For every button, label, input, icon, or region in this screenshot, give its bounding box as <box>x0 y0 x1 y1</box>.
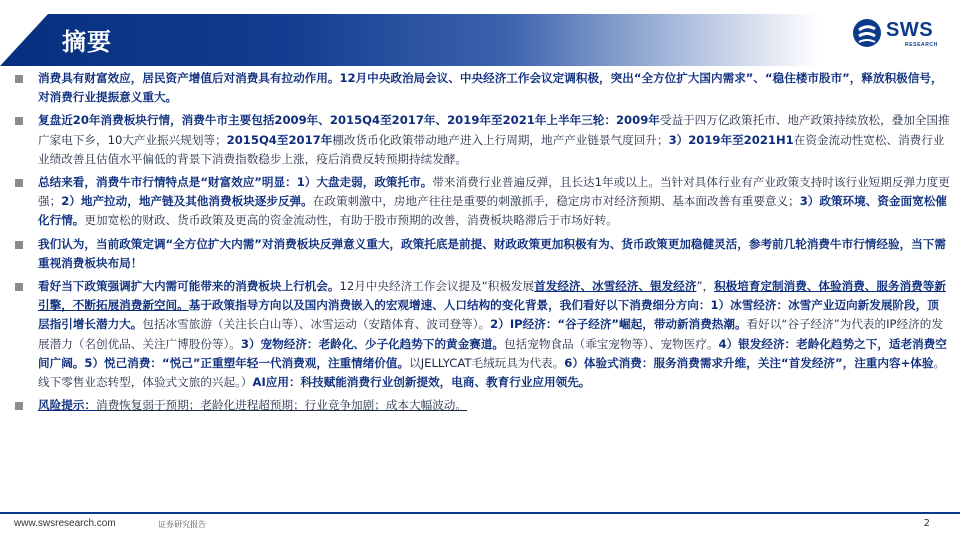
square-bullet-icon <box>15 283 23 291</box>
emphasis-text: 3）政策环境、资金面宽松催化行情。 <box>38 194 947 228</box>
footer-divider <box>0 512 960 514</box>
square-bullet-icon <box>15 179 23 187</box>
square-bullet-icon <box>15 241 23 249</box>
body-text: 在资金流动性宽松、消费行业业绩改善且估值水平偏低的背景下消费指数稳步上涨，疫后消费反转预期持续发酵。 <box>38 132 945 166</box>
body-text: 在政策刺激中，房地产往往是重要的刺激抓手，稳定房市对经济预期、基本面改善有重要意义； <box>312 194 800 209</box>
bullet-paragraph <box>14 69 950 107</box>
body-text: 。线下零售业态转型，体验式文旅的兴起。） <box>38 355 946 390</box>
emphasis-text: 基于政策指导方向以及国内消费嵌入的宏观增速、人口结构的变化背景，我们看好以下消费细分方向：1）冰雪经济：冰雪产业迈向新发展阶段，顶层指引增长潜力大。 <box>38 298 939 332</box>
bullet-list <box>14 69 950 392</box>
page-number: 2 <box>923 518 930 529</box>
risk-paragraph <box>14 396 950 415</box>
bullet-paragraph <box>14 111 950 169</box>
risk-label: 风险提示： <box>38 398 96 413</box>
bullet-paragraph <box>14 173 950 231</box>
emphasis-text: 6）体验式消费：服务消费需求升维，关注“首发经济”，注重内容+体验 <box>564 355 934 370</box>
sws-research-logo <box>852 18 944 52</box>
bullet-paragraph <box>14 277 950 392</box>
title-band-notch <box>0 14 48 66</box>
risk-text: 消费恢复弱于预期；老龄化进程超预期；行业竞争加剧；成本大幅波动。 <box>95 398 467 413</box>
emphasis-text: 2）IP经济：“谷子经济”崛起，带动新消费热潮。 <box>490 317 747 332</box>
body-text: 受益于四万亿政策托市、地产政策持续放松，叠加全国推广家电下乡，10大产业振兴规划等； <box>38 113 950 147</box>
page-title: 摘要 <box>62 27 112 56</box>
footer-tag: 证券研究报告 <box>158 520 206 529</box>
bullet-paragraph <box>14 235 950 273</box>
square-bullet-icon <box>15 402 23 410</box>
square-bullet-icon <box>15 75 23 83</box>
body-text: 带来消费行业普遍反弹，且长达1年或以上。当针对具体行业有产业政策支持时该行业短期反弹力度更强； <box>38 175 950 209</box>
emphasis-text: AI应用：科技赋能消费行业创新提效，电商、教育行业应用领先。 <box>252 375 591 390</box>
body-text: 12月中央经济工作会议提及“积极发展 <box>339 279 535 294</box>
emphasis-text: 总结来看，消费牛市行情特点是“财富效应”明显：1）大盘走弱，政策托市。 <box>38 175 433 190</box>
emphasis-text: 看好当下政策强调扩大内需可能带来的消费板块上行机会。 <box>38 279 340 294</box>
logo-text: SWS <box>886 19 934 41</box>
emphasis-text: 消费具有财富效应，居民资产增值后对消费具有拉动作用。12月中央政治局会议、中央经济工作会议定调积极，突出“全方位扩大国内需求”、“稳住楼市股市”，释放积极信号，对消费行业提振意义重大。 <box>38 71 943 105</box>
summary-body <box>14 69 950 419</box>
body-text: 包括宠物食品（乖宝宠物等）、宠物医疗。 <box>504 336 719 351</box>
emphasis-text: 2）地产拉动，地产链及其他消费板块逐步反弹。 <box>61 194 313 209</box>
body-text: 棚改货币化政策带动地产进入上行周期，地产产业链景气度回升； <box>332 132 669 147</box>
body-text: 以JELLYCAT毛绒玩具为代表。 <box>409 355 565 370</box>
sws-logo-icon <box>852 18 882 48</box>
square-bullet-icon <box>15 117 23 125</box>
emphasis-text: 复盘近20年消费板块行情，消费牛市主要包括2009年、2015Q4至2017年、2019年至2021年上半年三轮：2009年 <box>38 113 660 128</box>
body-text: 更加宽松的财政、货币政策及更高的资金流动性，有助于股市预期的改善，消费板块略滞后于市场好转。 <box>84 213 618 228</box>
body-text: 包括冰雪旅游（关注长白山等）、冰雪运动（安踏体育、波司登等）。 <box>142 317 491 332</box>
emphasis-text: 3）2019年至2021H1 <box>668 132 794 147</box>
emphasis-text: 积极培育定制消费、体验消费、服务消费等新引擎，不断拓展消费新空间。 <box>38 279 946 313</box>
body-text: ”， <box>696 279 715 294</box>
emphasis-text: 首发经济、冰雪经济、银发经济 <box>534 279 697 294</box>
emphasis-text: 4）银发经济：老龄化趋势之下，适老消费空间广阔。5）悦己消费：“悦己”正重塑年轻一代消费观，注重情绪价值。 <box>38 336 947 370</box>
body-text: 看好以“谷子经济”为代表的IP经济的发展潜力（名创优品、关注广博股份等）。 <box>38 317 943 351</box>
emphasis-text: 我们认为，当前政策定调“全方位扩大内需”对消费板块反弹意义重大，政策托底是前提、财政政策更加积极有为、货币政策更加稳健灵活，参考前几轮消费牛市行情经验，当下需重视消费板块布局！ <box>38 236 946 270</box>
logo-subtext: RESEARCH <box>905 42 938 48</box>
emphasis-text: 2015Q4至2017年 <box>226 132 333 147</box>
emphasis-text: 3）宠物经济：老龄化、少子化趋势下的黄金赛道。 <box>240 336 505 351</box>
title-band <box>0 14 820 66</box>
footer-url[interactable]: www.swsresearch.com <box>14 518 116 529</box>
